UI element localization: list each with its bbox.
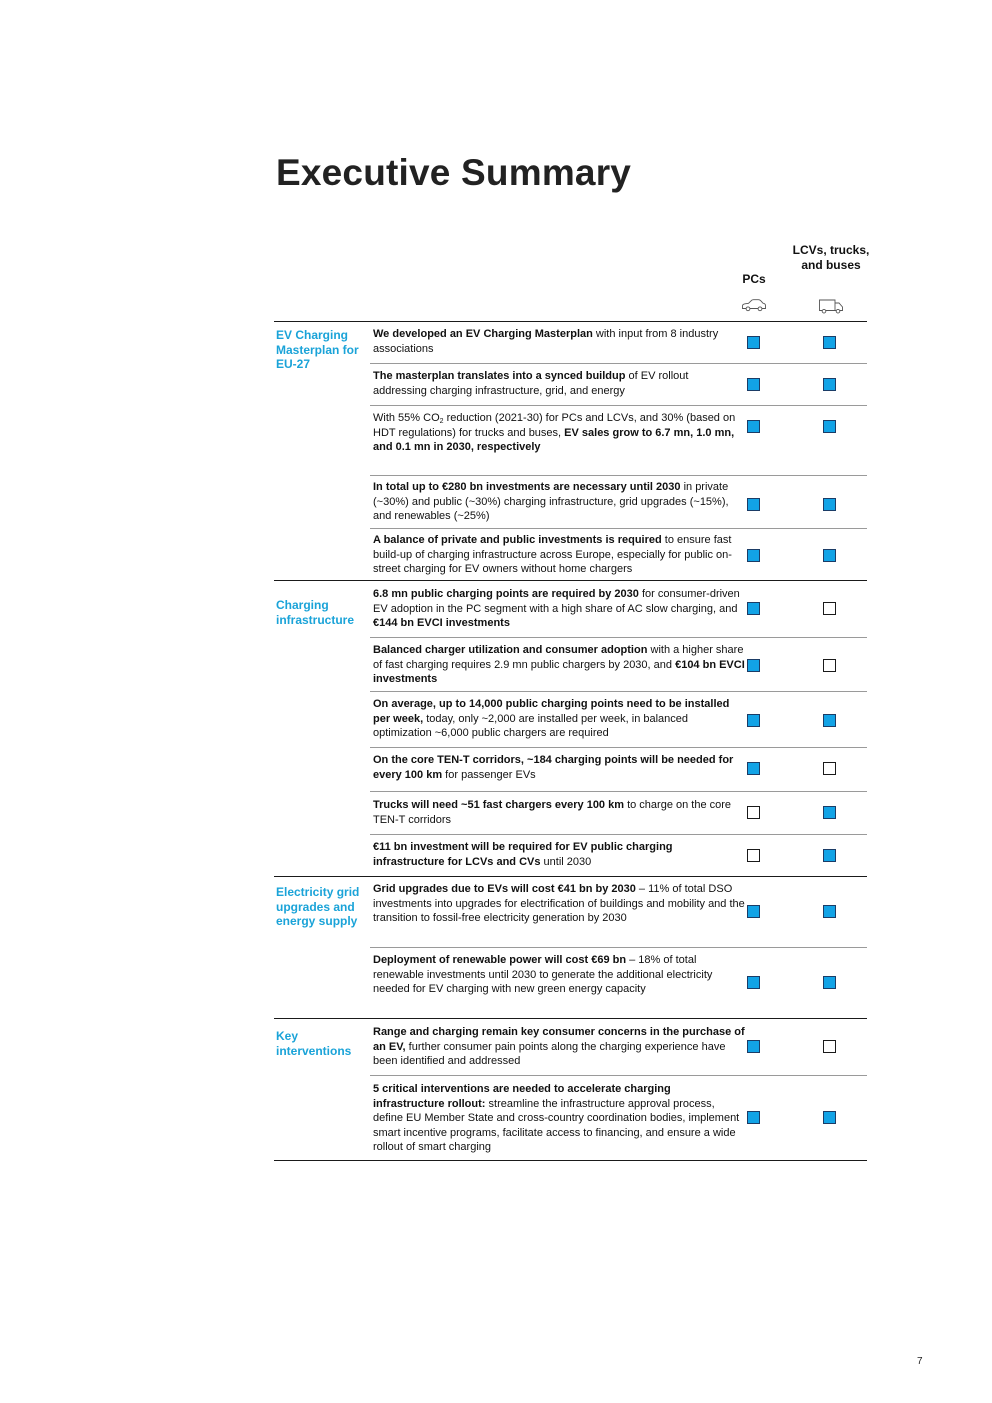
table-row: [370, 637, 867, 691]
pc-checkbox: [747, 420, 760, 433]
lcv-checkbox: [823, 806, 836, 819]
pc-checkbox: [747, 378, 760, 391]
pc-checkbox: [747, 762, 760, 775]
pc-checkbox: [747, 1111, 760, 1124]
section-label: Charging infrastructure: [276, 598, 355, 627]
lcv-checkbox: [823, 659, 836, 672]
row-text: Deployment of renewable power will cost €69 bn – 18% of total renewable investments until 2030 to generate the additional electricity needed for EV charging with new green energy capacity: [373, 954, 713, 996]
column-header-lcvs: LCVs, trucks, and buses: [792, 243, 870, 272]
lcv-checkbox: [823, 336, 836, 349]
section-label: Key interventions: [276, 1029, 352, 1058]
row-text: Range and charging remain key consumer concerns in the purchase of an EV, further consumer pain points along the charging experience have been identified and addressed: [373, 1026, 745, 1068]
pc-checkbox: [747, 498, 760, 511]
table-row: [370, 363, 867, 405]
lcv-checkbox: [823, 498, 836, 511]
row-text: Trucks will need ~51 fast chargers every 100 km to charge on the core TEN-T corridors: [373, 799, 732, 826]
table-row: [370, 1019, 867, 1075]
lcv-checkbox: [823, 905, 836, 918]
row-text: Balanced charger utilization and consumer adoption with a higher share of fast charging requires 2.9 mn public chargers by 2030, and €104 bn EVCI investments: [373, 644, 745, 686]
lcv-checkbox: [823, 762, 836, 775]
row-text: On average, up to 14,000 public charging points need to be installed per week, today, only ~2,000 are installed per week, in balanced optimization ~6,000 public chargers are required: [373, 698, 730, 740]
table-row: [370, 877, 867, 947]
row-text: €11 bn investment will be required for EV public charging infrastructure for LCVs and CVs until 2030: [373, 841, 673, 868]
table-row: [370, 834, 867, 876]
row-text: In total up to €280 bn investments are necessary until 2030 in private (~30%) and public (~30%) charging infrastructure, grid upgrades (~15%), and renewables (~25%): [373, 481, 729, 523]
lcv-checkbox: [823, 602, 836, 615]
pc-checkbox: [747, 849, 760, 862]
pc-checkbox: [747, 976, 760, 989]
row-text: On the core TEN-T corridors, ~184 charging points will be needed for every 100 km for passenger EVs: [373, 754, 734, 781]
section-charging-infrastructure: [274, 580, 867, 876]
table-row: [370, 405, 867, 475]
section-label: EV Charging Masterplan for EU-27: [276, 328, 359, 372]
row-text: Grid upgrades due to EVs will cost €41 bn by 2030 – 11% of total DSO investments into upgrades for electrification of buildings and mobility and the transition to fossil-free electricity generation by 2030: [373, 883, 745, 925]
row-text: With 55% $CO_2$ reduction (2021-30) for PCs and LCVs, and 30% (based on HDT regulations) for trucks and buses, EV sales grow to 6.7 mn, 1.0 mn, and 0.1 mn in 2030, respectively: [373, 412, 736, 454]
pc-checkbox: [747, 336, 760, 349]
table-row: [370, 947, 867, 1018]
car-icon: [741, 298, 767, 317]
row-text: The masterplan translates into a synced buildup of EV rollout addressing charging infrastructure, grid, and energy: [373, 370, 689, 397]
table-row: [370, 475, 867, 528]
truck-icon: [818, 298, 844, 320]
page-number: 7: [917, 1356, 923, 1367]
table-row: [370, 747, 867, 791]
row-text: A balance of private and public investments is required to ensure fast build-up of charging infrastructure across Europe, especially for public on-street charging for EV owners without home chargers: [373, 534, 732, 576]
table-row: [370, 791, 867, 834]
lcv-checkbox: [823, 1111, 836, 1124]
row-text: 6.8 mn public charging points are required by 2030 for consumer-driven EV adoption in the PC segment with a high share of AC slow charging, and €144 bn EVCI investments: [373, 588, 740, 630]
table-row: [370, 581, 867, 637]
table-row: [370, 528, 867, 580]
pc-checkbox: [747, 602, 760, 615]
row-text: 5 critical interventions are needed to accelerate charging infrastructure rollout: streamline the infrastructure approval process, define EU Member State and cross-country coordination bodies, implement smart incentive programs, facilitate access to financing, and ensure a wide rollout of smart charging: [373, 1083, 740, 1154]
pc-checkbox: [747, 806, 760, 819]
section-label: Electricity grid upgrades and energy supply: [276, 885, 360, 929]
section-key-interventions: [274, 1018, 867, 1161]
pc-checkbox: [747, 905, 760, 918]
lcv-checkbox: [823, 549, 836, 562]
pc-checkbox: [747, 1040, 760, 1053]
lcv-checkbox: [823, 976, 836, 989]
lcv-checkbox: [823, 378, 836, 391]
lcv-checkbox: [823, 849, 836, 862]
lcv-checkbox: [823, 1040, 836, 1053]
section-grid-upgrades: [274, 876, 867, 1018]
summary-table: [274, 321, 867, 1161]
pc-checkbox: [747, 659, 760, 672]
column-header-pcs: PCs: [742, 272, 766, 286]
pc-checkbox: [747, 714, 760, 727]
table-row: [370, 322, 867, 363]
table-row: [370, 691, 867, 747]
lcv-checkbox: [823, 714, 836, 727]
section-ev-charging-masterplan: [274, 321, 867, 580]
pc-checkbox: [747, 549, 760, 562]
row-text: We developed an EV Charging Masterplan with input from 8 industry associations: [373, 328, 719, 355]
page-title: Executive Summary: [276, 152, 632, 193]
lcv-checkbox: [823, 420, 836, 433]
table-row: [370, 1075, 867, 1160]
